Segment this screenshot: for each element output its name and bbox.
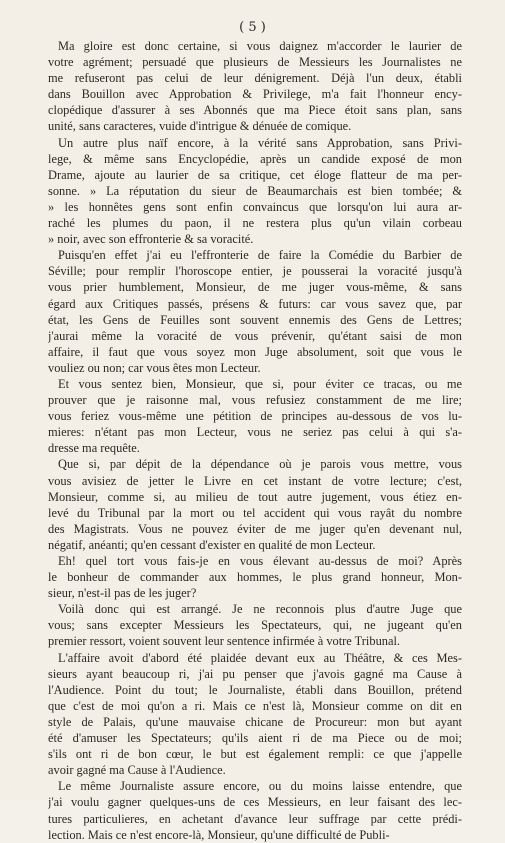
text-line: Le même Journaliste assure encore, ou du moins laisse entendre, que <box>58 779 462 794</box>
text-line: tures particulieres, en achetant d'avance leur suffrage par cette prédi- <box>48 811 462 826</box>
text-line: me refuseront pas celui de leur dénigrement. Déjà l'un deux, établi <box>48 71 462 86</box>
paragraph <box>48 247 462 376</box>
text-line: Eh! quel tort vous fais-je en vous élevant au-dessus de moi? Après <box>58 554 462 568</box>
text-line: Et vous sentez bien, Monsieur, que si, pour éviter ce tracas, ou me <box>58 376 462 391</box>
text-line: levé du Tribunal par la mort ou tel accident qui vous rayât du nombre <box>48 505 462 520</box>
text-line: » les honnêtes gens sont enfin convaincus que lorsqu'on lui aura ar- <box>48 199 462 214</box>
text-line: que c'est de moi qu'on a ri. Mais ce n'est là, Monsieur comme on dit en <box>48 698 462 713</box>
text-line: premier ressort, voient souvent leur sentence infirmée à votre Tribunal. <box>48 634 401 649</box>
text-line: s'ils ont ri de bon cœur, le but est également rempli: ce que j'appelle <box>48 747 462 762</box>
paragraph <box>48 553 462 601</box>
text-line: » noir, avec son effronterie & sa voracité. <box>48 232 254 247</box>
text-line: Ma gloire est donc certaine, si vous daignez m'accorder le laurier de <box>58 39 462 53</box>
text-line: égard aux Critiques passés, présens & futurs: car vous savez que, par <box>48 296 462 311</box>
page-number: ( 5 ) <box>239 20 266 35</box>
text-line: lege, & même sans Encyclopédie, après un candide exposé de mon <box>48 151 462 166</box>
text-line: j'aurai même la voracité de vous prévenir, qu'étant saisi de mon <box>48 328 462 343</box>
text-line: sieurs ayant beaucoup ri, j'ai pu penser que j'avois gagné ma Cause à <box>48 666 462 681</box>
text-line: vous; sans excepter Messieurs les Spectateurs, qui, ne jugeant qu'en <box>48 618 462 633</box>
text-line: j'ai voulu gagner quelques-uns de ces Messieurs, en leur faisant des lec- <box>48 795 462 810</box>
text-line: raché les plumes du paon, il ne restera plus qu'un vilain corbeau <box>48 216 462 231</box>
text-line: Monsieur, comme si, au milieu de tout autre jugement, vous étiez en- <box>48 489 462 504</box>
text-line: avoir gagné ma Cause à l'Audience. <box>48 763 226 778</box>
text-line: négatif, anéanti; qu'en cessant d'exister en qualité de mon Lecteur. <box>48 537 376 552</box>
text-line: dans Bouillon avec Approbation & Privilege, m'a fait l'honneur ency- <box>48 87 462 102</box>
text-line: L'affaire avoit d'abord été plaidée devant eux au Théâtre, & ces Mes- <box>58 650 462 665</box>
text-line: Un autre plus naïf encore, à la vérité sans Approbation, sans Privi- <box>58 135 462 150</box>
paragraph <box>48 778 462 842</box>
text-line: été d'amuser les Spectateurs; qu'ils aient ri de ma Piece ou de moi; <box>48 731 462 746</box>
text-line: vous avisiez de jetter le Livre en cet instant de votre lecture; c'est, <box>48 473 462 488</box>
text-line: des Magistrats. Vous ne pouvez éviter de me juger qu'en devenant nul, <box>48 521 462 536</box>
text-line: clopédique d'assurer à ses Abonnés que ma Piece étoit sans plan, sans <box>48 103 462 118</box>
text-line: Séville; pour remplir l'horoscope entier, je pousserai la voracité jusqu'à <box>48 264 462 279</box>
text-line: style de Palais, qu'une mauvaise chicane de Procureur: mon but ayant <box>48 714 462 729</box>
text-line: sonne. » La réputation du sieur de Beaumarchais est bien tombée; & <box>48 183 462 198</box>
text-line: état, les Gens de Feuilles sont souvent ennemis des Gens de Lettres; <box>48 312 462 327</box>
text-line: Que si, par dépit de la dépendance où je parois vous mettre, vous <box>58 457 462 472</box>
text-line: Drame, ajoute au laurier de sa critique, cet éloge flatteur de ma per- <box>48 167 462 182</box>
paragraph <box>48 456 462 553</box>
text-line: Voilà donc qui est arrangé. Je ne reconnois plus d'autre Juge que <box>58 602 462 617</box>
text-line: vouliez ou non; car vous êtes mon Lecteur. <box>48 360 261 375</box>
text-line: sieur, n'est-il pas de les juger? <box>48 586 197 601</box>
paragraph <box>48 650 462 779</box>
text-line: dresse ma requête. <box>48 441 140 456</box>
text-line: l'Audience. Point du tout; le Journaliste, établi dans Bouillon, prétend <box>48 682 462 697</box>
paragraph <box>48 38 462 135</box>
text-line: Puisqu'en effet j'ai eu l'effronterie de faire la Comédie du Barbier de <box>58 248 462 263</box>
text-line: affaire, il faut que vous soyez mon Juge absolument, soit que vous le <box>48 344 462 359</box>
body-text <box>48 38 462 843</box>
text-line: mieres: n'étant pas mon Lecteur, vous ne seriez pas celui à qui s'a- <box>48 425 462 440</box>
text-line: lection. Mais ce n'est encore-là, Monsieur, qu'une difficulté de Publi- <box>48 827 390 842</box>
text-line: vous prier humblement, Monsieur, de me juger vous-même, & sans <box>48 280 462 295</box>
paragraph <box>48 135 462 248</box>
paragraph <box>48 376 462 456</box>
text-line: prouver que je raisonne mal, vous refusiez constamment de me lire; <box>48 393 462 408</box>
text-line: vous feriez vous-même une pétition de principes au-dessous de vos lu- <box>48 409 462 424</box>
text-line: votre agrément; persuadé que plusieurs de Messieurs les Journalistes ne <box>48 55 462 70</box>
text-line: unité, sans caracteres, vuide d'intrigue & dénuée de comique. <box>48 119 352 134</box>
paragraph <box>48 601 462 649</box>
text-line: le bonheur de commander aux hommes, le plus grand honneur, Mon- <box>48 570 462 585</box>
